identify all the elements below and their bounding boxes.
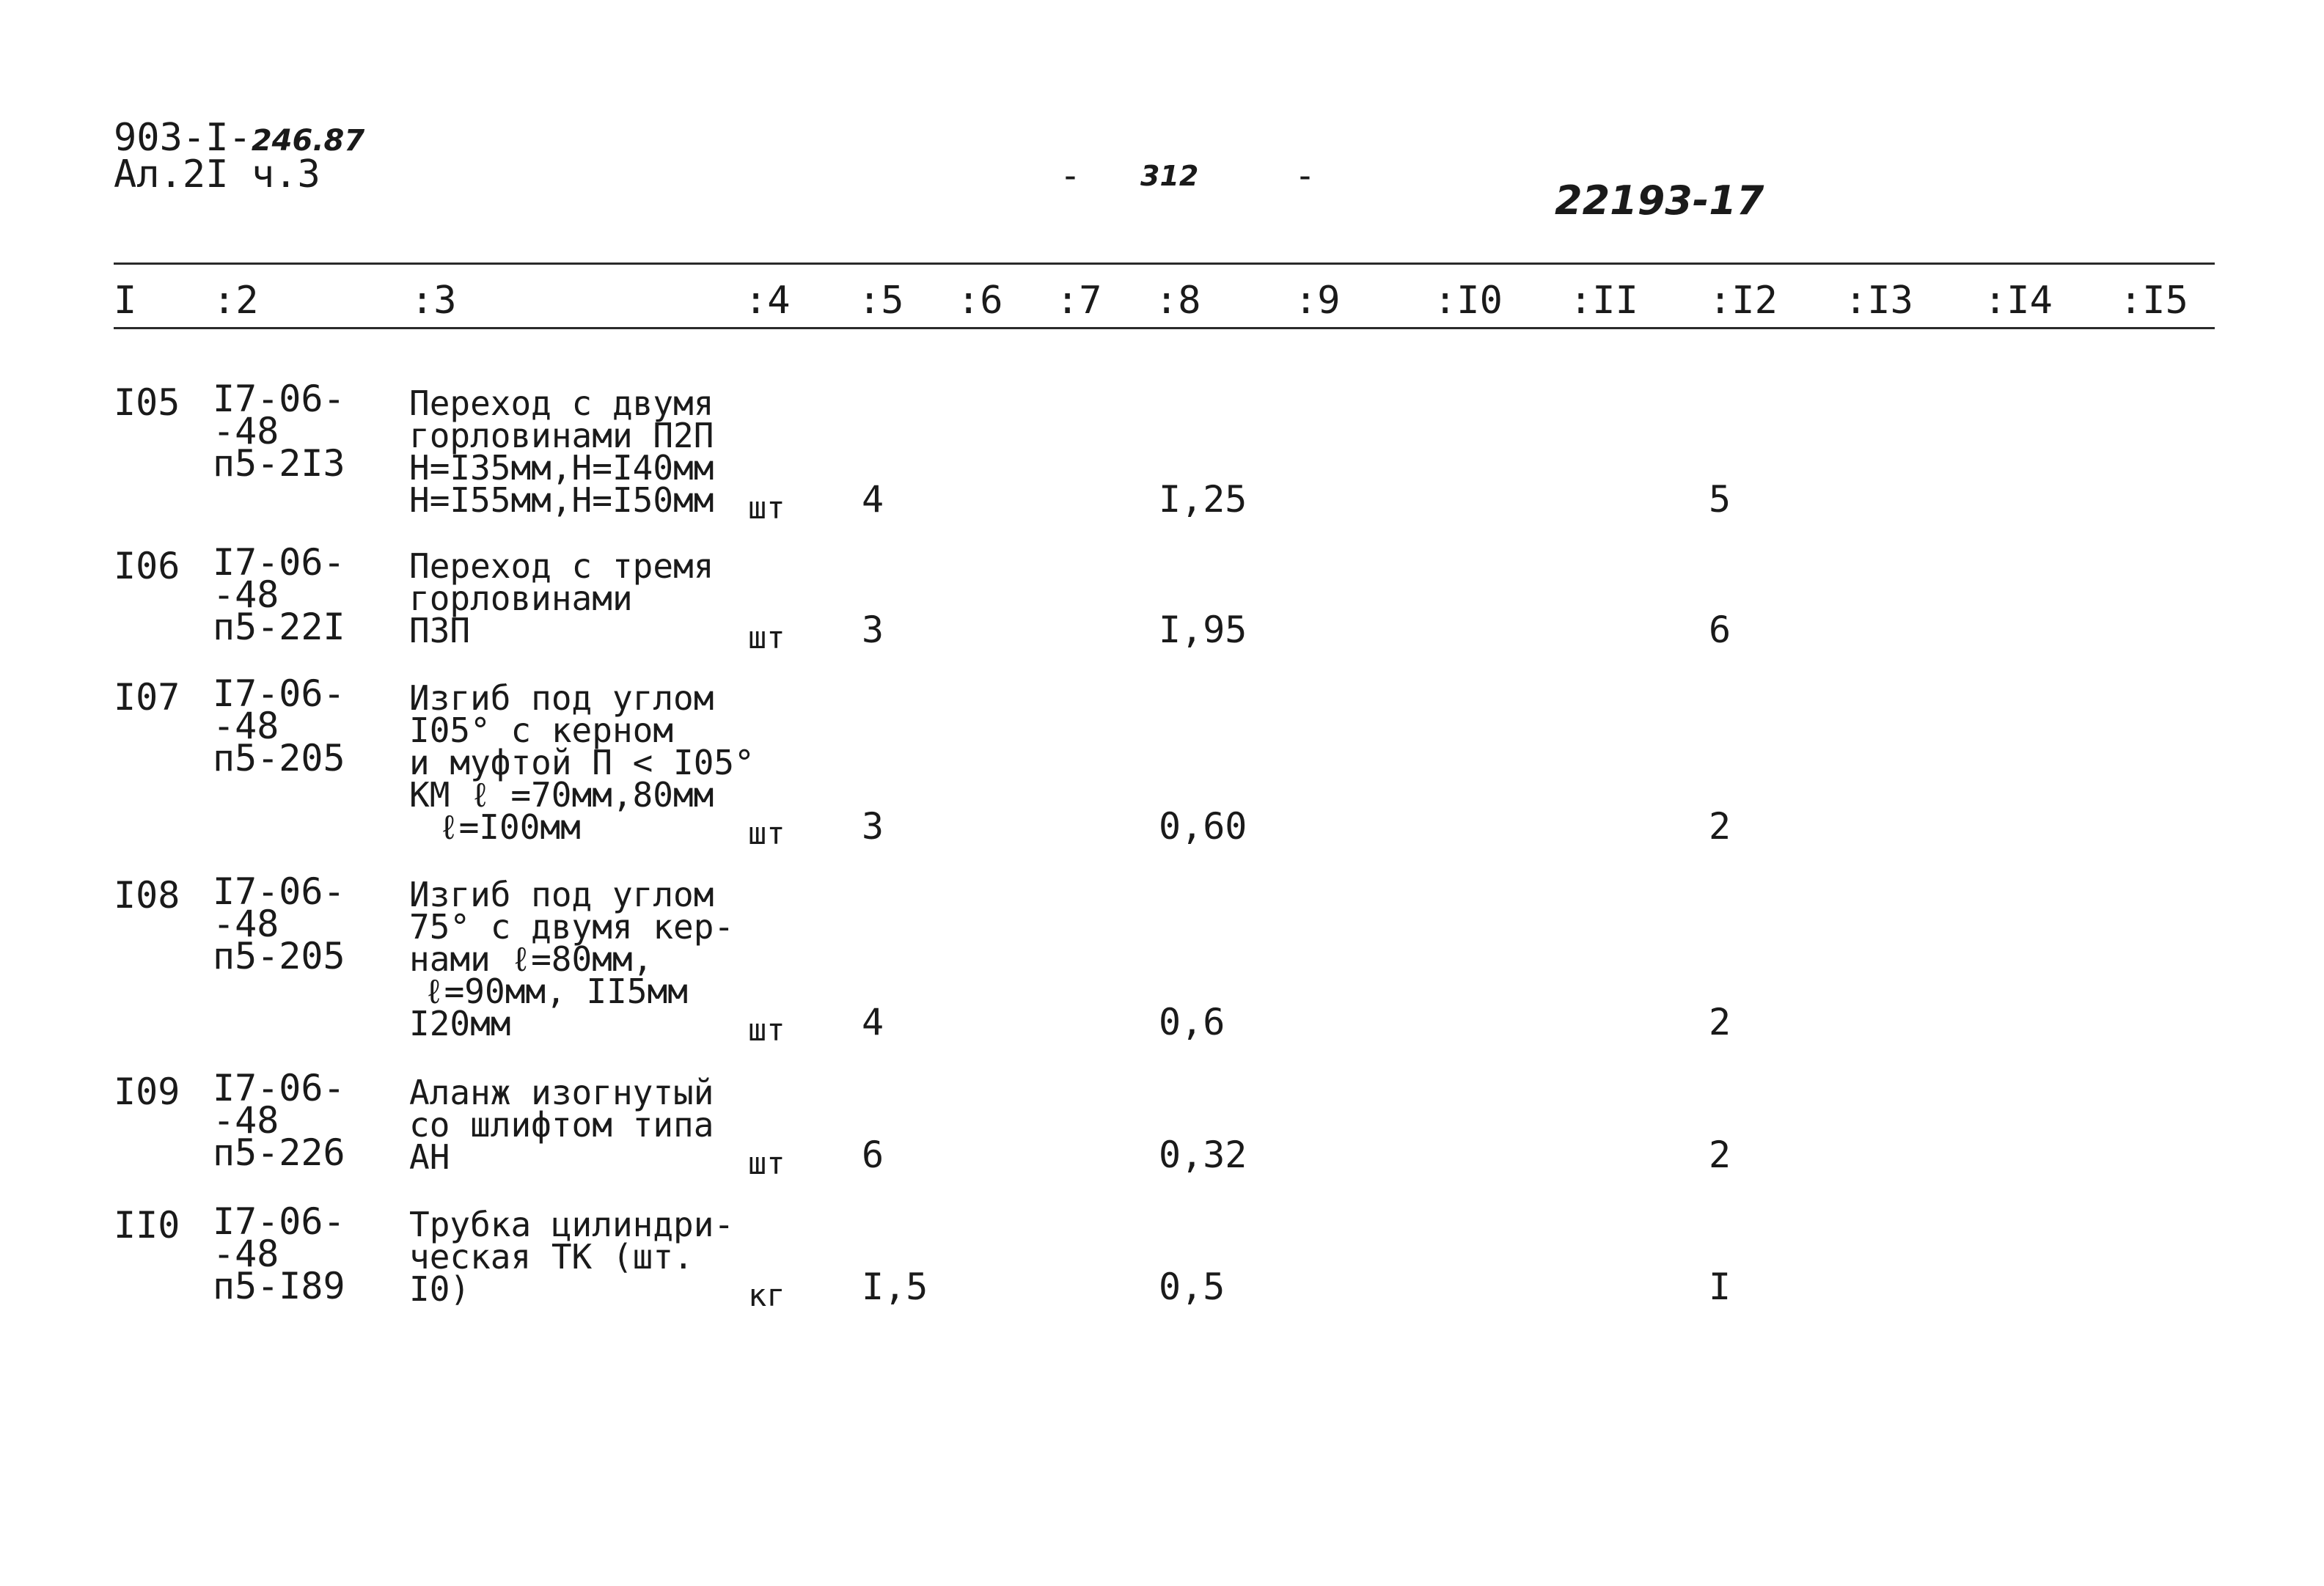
row-code: I7-06- -48 п5-I89 (213, 1200, 345, 1307)
page-number: 312 (1140, 160, 1199, 192)
row-number: I07 (114, 676, 180, 719)
row-quantity: I,5 (862, 1266, 928, 1308)
row-unit: шт (748, 490, 785, 526)
column-header-9: :9 (1294, 279, 1341, 323)
row-quantity: 3 (862, 609, 884, 651)
page-dash-right: - (1294, 155, 1316, 197)
row-unit: кг (748, 1277, 785, 1313)
column-header-7: :7 (1056, 279, 1102, 323)
row-name: Изгиб под углом 75° с двумя кер- нами ℓ=80мм, ℓ=90мм, II5мм I20мм (409, 875, 735, 1043)
row-value-8: 0,6 (1159, 1001, 1225, 1043)
column-header-2: :2 (213, 279, 259, 323)
row-name: Изгиб под углом I05° с керном и муфтой П < I05° КМ ℓ =70мм,80мм ℓ=I00мм (409, 678, 755, 847)
column-header-4: :4 (744, 279, 791, 323)
row-value-8: I,95 (1159, 609, 1247, 651)
row-name: Аланж изогнутый со шлифтом типа АН (409, 1073, 714, 1177)
row-number: II0 (114, 1204, 180, 1247)
document-number-handwritten: 246.87 (251, 124, 365, 158)
row-value-8: 0,5 (1159, 1266, 1225, 1308)
row-quantity: 3 (862, 805, 884, 848)
column-header-15: :I5 (2119, 279, 2188, 323)
column-header-6: :6 (957, 279, 1003, 323)
row-value-12: I (1709, 1266, 1731, 1308)
row-unit: шт (748, 1145, 785, 1181)
row-quantity: 6 (862, 1134, 884, 1176)
document-number-typed: 903-I- (114, 116, 252, 160)
column-header-13: :I3 (1844, 279, 1913, 323)
row-value-12: 2 (1709, 1134, 1731, 1176)
row-value-12: 5 (1709, 478, 1731, 521)
row-value-12: 2 (1709, 805, 1731, 848)
row-value-8: 0,60 (1159, 805, 1247, 848)
page-dash-left: - (1060, 155, 1081, 197)
row-value-12: 6 (1709, 609, 1731, 651)
column-header-14: :I4 (1984, 279, 2053, 323)
row-value-8: I,25 (1159, 478, 1247, 521)
row-quantity: 4 (862, 1001, 884, 1043)
row-code: I7-06- -48 п5-2I3 (213, 378, 345, 485)
row-number: I05 (114, 381, 180, 424)
row-code: I7-06- -48 п5-205 (213, 672, 345, 779)
table-top-rule (114, 263, 2215, 265)
row-name: Переход с двумя горловинами П2П Н=I35мм,Н=I40мм Н=I55мм,Н=I50мм (409, 383, 714, 520)
column-header-11: :II (1569, 279, 1638, 323)
column-header-8: :8 (1155, 279, 1201, 323)
row-number: I08 (114, 874, 180, 917)
row-code: I7-06- -48 п5-205 (213, 870, 345, 977)
column-header-5: :5 (858, 279, 904, 323)
stamp-number: 22193-17 (1555, 177, 1764, 224)
row-unit: шт (748, 815, 785, 851)
row-unit: шт (748, 1012, 785, 1048)
row-quantity: 4 (862, 478, 884, 521)
row-name: Трубка цилиндри- ческая ТК (шт. I0) (409, 1205, 735, 1309)
row-code: I7-06- -48 п5-226 (213, 1067, 345, 1174)
sheet-reference: Ал.2I ч.3 (114, 153, 320, 197)
column-header-10: :I0 (1434, 279, 1503, 323)
table-header-rule (114, 327, 2215, 329)
row-code: I7-06- -48 п5-22I (213, 541, 345, 648)
row-value-12: 2 (1709, 1001, 1731, 1043)
row-value-8: 0,32 (1159, 1134, 1247, 1176)
row-number: I06 (114, 545, 180, 587)
column-header-1: I (114, 279, 137, 323)
row-unit: шт (748, 620, 785, 656)
row-number: I09 (114, 1071, 180, 1113)
row-name: Переход с тремя горловинами П3П (409, 546, 714, 650)
column-header-12: :I2 (1709, 279, 1778, 323)
column-header-3: :3 (411, 279, 457, 323)
